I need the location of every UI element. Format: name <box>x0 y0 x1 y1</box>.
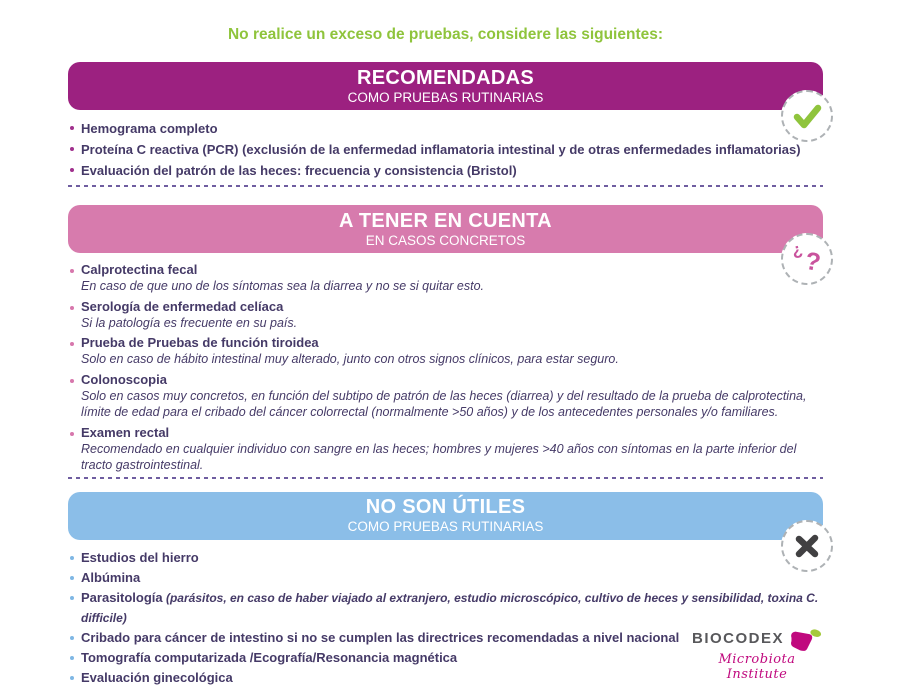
list-item: Serología de enfermedad celíaca Si la patología es frecuente en su país. <box>68 298 823 332</box>
list-item: Tomografía computarizada /Ecografía/Resonancia magnética <box>68 648 823 668</box>
check-badge <box>781 90 833 142</box>
biocodex-logo <box>692 628 822 682</box>
section-header-subtitle: EN CASOS CONCRETOS <box>365 232 526 248</box>
list-item: Examen rectal Recomendado en cualquier individuo con sangre en las heces; hombres y mujeres >40 años con síntomas en la parte inferior del tracto gastrointestinal. <box>68 424 823 474</box>
cross-badge <box>781 520 833 572</box>
check-icon <box>789 98 825 134</box>
tener-en-cuenta-list <box>68 261 823 474</box>
dotted-separator <box>68 185 823 187</box>
question-badge <box>781 233 833 285</box>
bullet-icon <box>70 676 74 680</box>
section-recomendadas <box>68 62 823 187</box>
list-item: Cribado para cáncer de intestino si no se cumplen las directrices recomendadas a nivel nacional <box>68 628 823 648</box>
bullet-icon <box>70 168 74 172</box>
logo-mark-icon <box>786 628 822 654</box>
bullet-icon <box>70 432 74 436</box>
list-item: Albúmina <box>68 568 823 588</box>
bullet-icon <box>70 596 74 600</box>
dotted-separator <box>68 477 823 479</box>
bullet-icon <box>70 126 74 130</box>
section-recomendadas-header <box>68 62 823 110</box>
list-item: Proteína C reactiva (PCR) (exclusión de la enfermedad inflamatoria intestinal y de otras enfermedades inflamatorias) <box>68 139 823 160</box>
logo-tagline-text: Microbiota Institute <box>718 652 796 682</box>
bullet-icon <box>70 576 74 580</box>
bullet-icon <box>70 306 74 310</box>
bullet-icon <box>70 269 74 273</box>
question-icon: ¿ ? <box>790 239 823 278</box>
bullet-icon <box>70 379 74 383</box>
list-item: Evaluación ginecológica <box>68 668 823 688</box>
page-title: No realice un exceso de pruebas, considere las siguientes: <box>227 26 664 43</box>
section-header-subtitle: COMO PRUEBAS RUTINARIAS <box>347 89 544 105</box>
section-header-title: NO SON ÚTILES <box>365 496 526 518</box>
section-header-title: RECOMENDADAS <box>357 66 534 89</box>
bullet-icon <box>70 636 74 640</box>
section-tener-en-cuenta <box>68 205 823 479</box>
list-item: Parasitología (parásitos, en caso de haber viajado al extranjero, estudio microscópico, cultivo de heces y sensibilidad, toxina C. difficile) <box>68 588 823 628</box>
section-header-subtitle: COMO PRUEBAS RUTINARIAS <box>347 519 544 534</box>
bullet-icon <box>70 147 74 151</box>
recomendadas-list <box>68 118 823 181</box>
cross-icon <box>790 529 824 563</box>
list-item: Evaluación del patrón de las heces: frecuencia y consistencia (Bristol) <box>68 160 823 181</box>
list-item: Calprotectina fecal En caso de que uno de los síntomas sea la diarrea y no se si quitar esto. <box>68 261 823 295</box>
section-header-title: A TENER EN CUENTA <box>339 209 552 232</box>
list-item: Colonoscopia Solo en casos muy concretos, en función del subtipo de patrón de las heces (diarrea) y del resultado de la prueba de calprotectina, límite de edad para el cribado del cáncer colorrectal (normalmente >50 años) y de los antecedentes personales y/o familiares. <box>68 371 823 421</box>
bullet-icon <box>70 556 74 560</box>
list-item: Prueba de Pruebas de función tiroidea Solo en caso de hábito intestinal muy alterado, junto con otros signos clínicos, para estar seguro. <box>68 334 823 368</box>
bullet-icon <box>70 656 74 660</box>
list-item: Estudios del hierro <box>68 548 823 568</box>
bullet-icon <box>70 342 74 346</box>
logo-brand-text: BIOCODEX <box>692 630 785 647</box>
section-no-son-utiles-header <box>68 492 823 540</box>
list-item: Hemograma completo <box>68 118 823 139</box>
